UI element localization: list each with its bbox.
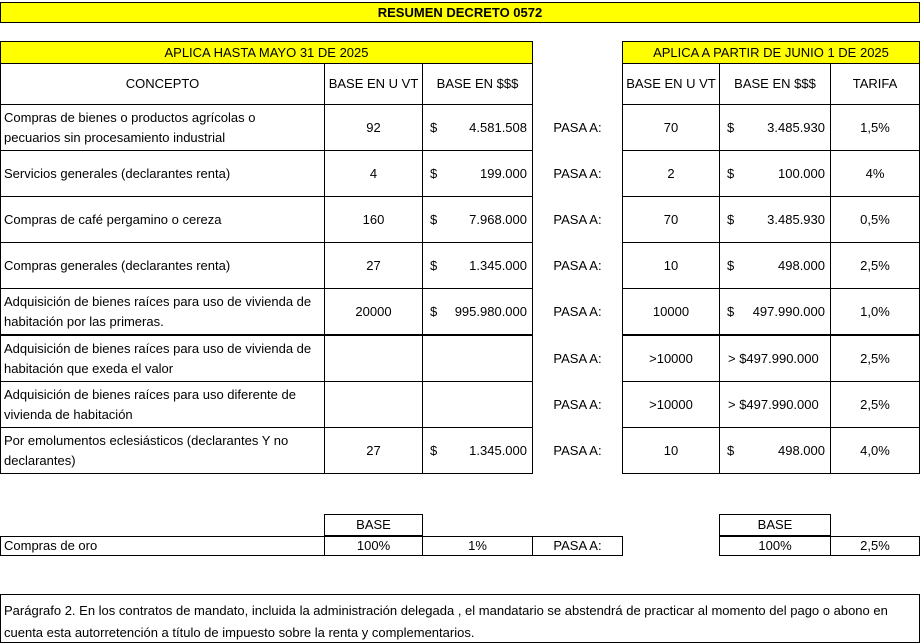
currency-symbol: $ <box>430 443 438 458</box>
tarifa-text: 4,0% <box>860 442 890 458</box>
tarifa-cell <box>830 196 920 243</box>
base-uvt-text: 92 <box>366 119 381 135</box>
concepto-cell <box>0 427 325 474</box>
concepto-text: Compras de café pergamino o cereza <box>4 211 222 227</box>
oro-base-new-cell <box>719 536 831 556</box>
concepto-cell <box>0 381 325 428</box>
document-title: RESUMEN DECRETO 0572 <box>377 4 543 20</box>
col-header-base-pesos-new <box>719 63 831 105</box>
oro-concepto-cell <box>0 536 325 556</box>
col-header-base-uvt-text: BASE EN U VT <box>328 76 419 92</box>
pasa-a-text: PASA A: <box>553 350 602 366</box>
pasa-a-cell <box>532 288 623 335</box>
base-pesos-cell <box>422 150 533 197</box>
pasa-a-text: PASA A: <box>553 165 602 181</box>
oro-base-new-value: 100% <box>758 538 792 554</box>
concepto-text: Servicios generales (declarantes renta) <box>4 165 231 181</box>
base-pesos-cell <box>422 242 533 289</box>
oro-tarifa-new-value: 2,5% <box>860 538 890 554</box>
tarifa-cell <box>830 150 920 197</box>
col-header-concepto <box>0 63 325 105</box>
col-header-base-pesos-text: BASE EN $$$ <box>436 76 519 92</box>
base-pesos-new-text: > $497.990.000 <box>728 350 819 366</box>
base-uvt-new-cell <box>622 196 720 243</box>
base-uvt-cell <box>324 427 423 474</box>
base-pesos-new-text: > $497.990.000 <box>728 396 819 412</box>
currency-symbol: $ <box>430 120 438 135</box>
base-pesos-new-cell <box>719 288 831 335</box>
base-uvt-new-text: 70 <box>663 119 679 135</box>
amount-value: 498.000 <box>778 443 825 458</box>
oro-base-header-new <box>719 514 831 536</box>
concepto-cell <box>0 104 325 151</box>
title-banner <box>0 2 920 23</box>
tarifa-cell <box>830 381 920 428</box>
concepto-text: Adquisición de bienes raíces para uso de vivienda de habitación que exeda el valor <box>4 341 312 376</box>
currency-symbol: $ <box>727 304 735 319</box>
currency-symbol: $ <box>430 258 438 273</box>
concepto-text: Adquisición de bienes raíces para uso diferente de vivienda de habitación <box>4 387 296 422</box>
oro-base-label: BASE <box>356 517 391 533</box>
currency-symbol: $ <box>727 212 735 227</box>
base-pesos-new-cell <box>719 242 831 289</box>
amount-value: 3.485.930 <box>767 120 825 135</box>
left-section-header <box>0 41 533 64</box>
base-pesos-new-cell <box>719 104 831 151</box>
base-pesos-cell <box>422 104 533 151</box>
concepto-cell <box>0 288 325 335</box>
currency-symbol: $ <box>727 120 735 135</box>
base-uvt-text: 27 <box>366 442 381 458</box>
base-uvt-cell <box>324 242 423 289</box>
tarifa-text: 2,5% <box>860 350 890 366</box>
base-uvt-new-text: >10000 <box>649 396 693 412</box>
tarifa-text: 1,0% <box>860 303 890 319</box>
base-uvt-new-cell <box>622 381 720 428</box>
base-uvt-new-cell <box>622 104 720 151</box>
base-uvt-new-text: >10000 <box>649 350 693 366</box>
tarifa-cell <box>830 242 920 289</box>
oro-base-header <box>324 514 423 536</box>
pasa-a-cell <box>532 196 623 243</box>
concepto-text: Compras de bienes o productos agrícolas o pecuarios sin procesamiento industrial <box>4 110 256 145</box>
tarifa-text: 4% <box>865 165 885 181</box>
tarifa-cell <box>830 288 920 335</box>
oro-tarifa-cell <box>422 536 533 556</box>
pasa-a-cell <box>532 150 623 197</box>
pasa-a-text: PASA A: <box>553 119 602 135</box>
amount-value: 3.485.930 <box>767 212 825 227</box>
amount-value: 498.000 <box>778 258 825 273</box>
base-pesos-cell <box>422 288 533 335</box>
pasa-a-text: PASA A: <box>553 396 602 412</box>
right-section-header <box>622 41 920 64</box>
oro-tarifa-new-cell <box>830 536 920 556</box>
concepto-cell <box>0 335 325 382</box>
base-pesos-cell <box>422 196 533 243</box>
currency-symbol: $ <box>430 304 438 319</box>
pasa-a-cell <box>532 381 623 428</box>
paragrafo-box <box>0 594 920 643</box>
base-uvt-cell <box>324 104 423 151</box>
amount-value: 497.990.000 <box>752 304 825 319</box>
paragrafo-text: Parágrafo 2. En los contratos de mandato, incluida la administración delegada , el mandatario se abstendrá de practicar al momento del pago o abono en cuenta esta autorretención a título de impuesto sobre la renta y complementarios. <box>4 603 888 640</box>
base-uvt-new-cell <box>622 242 720 289</box>
amount-value: 100.000 <box>778 166 825 181</box>
base-uvt-text: 160 <box>362 211 385 227</box>
base-pesos-new-cell <box>719 150 831 197</box>
tarifa-text: 1,5% <box>860 119 890 135</box>
oro-pasa-label: PASA A: <box>553 538 602 554</box>
concepto-text: Adquisición de bienes raíces para uso de vivienda de habitación por las primeras. <box>4 294 312 329</box>
base-pesos-cell <box>422 335 533 382</box>
oro-tarifa-value: 1% <box>468 538 487 554</box>
currency-symbol: $ <box>727 258 735 273</box>
amount-value: 7.968.000 <box>469 212 527 227</box>
col-header-tarifa-text: TARIFA <box>852 76 898 92</box>
base-uvt-new-cell <box>622 335 720 382</box>
amount-value: 4.581.508 <box>469 120 527 135</box>
base-uvt-new-text: 2 <box>667 165 675 181</box>
right-header-label: APLICA A PARTIR DE JUNIO 1 DE 2025 <box>653 44 889 60</box>
base-pesos-new-cell <box>719 427 831 474</box>
tarifa-cell <box>830 335 920 382</box>
concepto-cell <box>0 242 325 289</box>
amount-value: 995.980.000 <box>454 304 527 319</box>
base-uvt-text: 20000 <box>355 303 392 319</box>
pasa-a-text: PASA A: <box>553 442 602 458</box>
oro-pasa-cell <box>532 536 623 556</box>
pasa-a-text: PASA A: <box>553 303 602 319</box>
tarifa-cell <box>830 104 920 151</box>
pasa-a-cell <box>532 104 623 151</box>
base-uvt-cell <box>324 196 423 243</box>
base-pesos-cell <box>422 381 533 428</box>
base-pesos-new-cell <box>719 381 831 428</box>
amount-value: 1.345.000 <box>469 258 527 273</box>
oro-concepto: Compras de oro <box>4 538 98 554</box>
base-uvt-new-cell <box>622 150 720 197</box>
col-header-base-uvt-new <box>622 63 720 105</box>
concepto-text: Por emolumentos eclesiásticos (declarantes Y no declarantes) <box>4 433 289 468</box>
left-header-label: APLICA HASTA MAYO 31 DE 2025 <box>164 44 369 60</box>
base-uvt-new-text: 10 <box>663 257 679 273</box>
col-header-base-uvt <box>324 63 423 105</box>
concepto-text: Compras generales (declarantes renta) <box>4 257 231 273</box>
concepto-cell <box>0 150 325 197</box>
col-header-concepto-text: CONCEPTO <box>125 76 200 92</box>
currency-symbol: $ <box>430 166 438 181</box>
base-pesos-new-cell <box>719 196 831 243</box>
base-uvt-cell <box>324 381 423 428</box>
currency-symbol: $ <box>727 166 735 181</box>
base-uvt-cell <box>324 150 423 197</box>
base-uvt-cell <box>324 288 423 335</box>
base-uvt-new-text: 70 <box>663 211 679 227</box>
pasa-a-cell <box>532 335 623 382</box>
concepto-cell <box>0 196 325 243</box>
currency-symbol: $ <box>430 212 438 227</box>
pasa-a-text: PASA A: <box>553 211 602 227</box>
col-header-base-pesos <box>422 63 533 105</box>
tarifa-cell <box>830 427 920 474</box>
oro-base-label-new: BASE <box>757 517 793 533</box>
col-header-tarifa <box>830 63 920 105</box>
base-uvt-cell <box>324 335 423 382</box>
base-uvt-new-cell <box>622 288 720 335</box>
base-uvt-new-cell <box>622 427 720 474</box>
oro-base-cell <box>324 536 423 556</box>
pasa-a-cell <box>532 427 623 474</box>
col-header-base-pesos-new-text: BASE EN $$$ <box>734 76 816 92</box>
pasa-a-text: PASA A: <box>553 257 602 273</box>
base-uvt-text: 27 <box>366 257 381 273</box>
tarifa-text: 0,5% <box>860 211 890 227</box>
oro-base-value: 100% <box>356 538 391 554</box>
amount-value: 199.000 <box>480 166 527 181</box>
pasa-a-cell <box>532 242 623 289</box>
base-uvt-new-text: 10000 <box>652 303 690 319</box>
base-uvt-text: 4 <box>369 165 378 181</box>
amount-value: 1.345.000 <box>469 443 527 458</box>
tarifa-text: 2,5% <box>860 257 890 273</box>
base-pesos-new-cell <box>719 335 831 382</box>
currency-symbol: $ <box>727 443 735 458</box>
tarifa-text: 2,5% <box>860 396 890 412</box>
base-pesos-cell <box>422 427 533 474</box>
col-header-base-uvt-new-text: BASE EN U VT <box>626 76 716 92</box>
base-uvt-new-text: 10 <box>663 442 679 458</box>
